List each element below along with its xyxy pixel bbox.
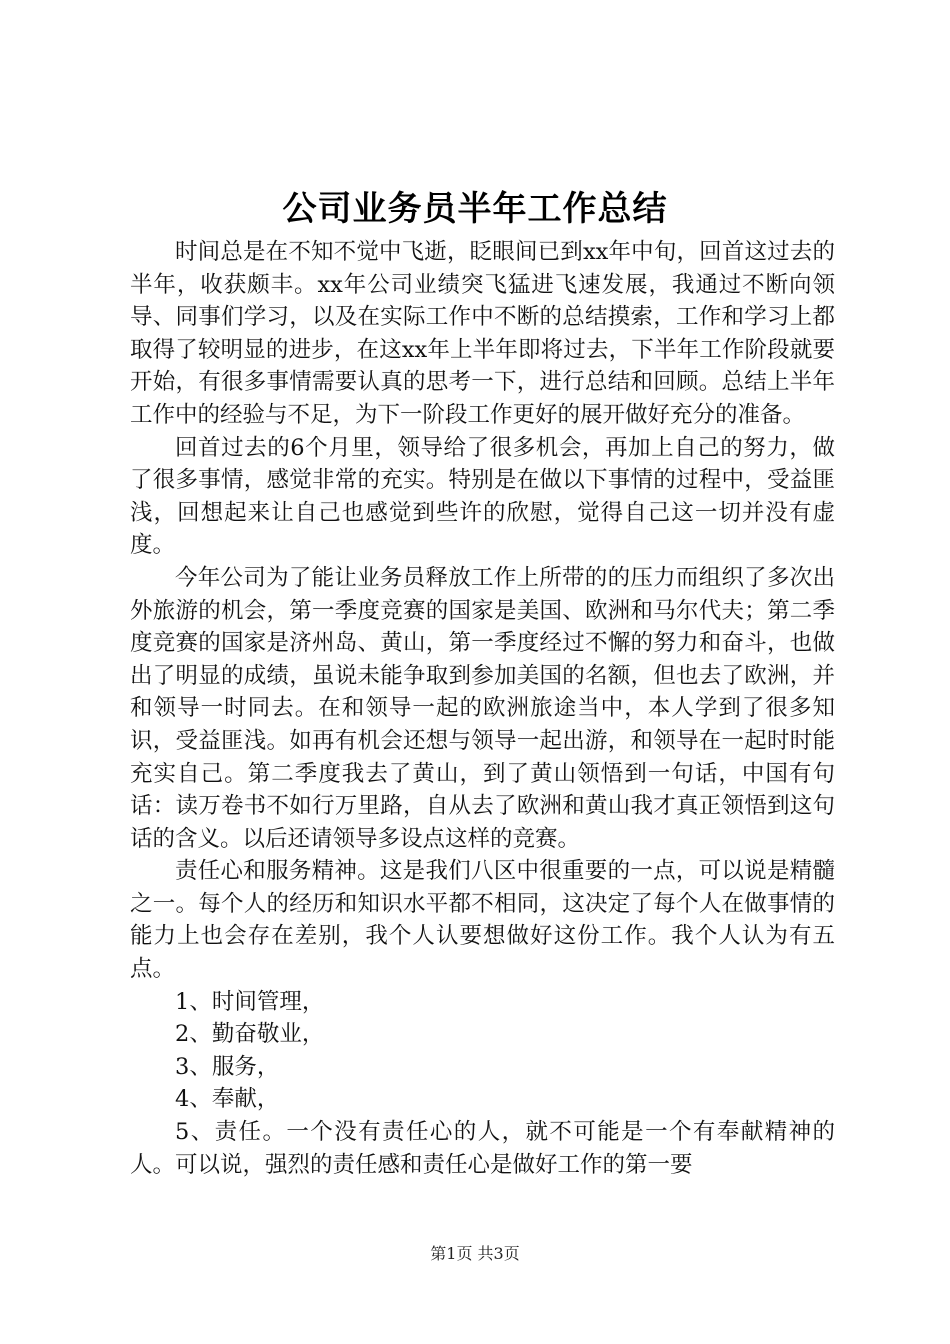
paragraph-review: 回首过去的6个月里，领导给了很多机会，再加上自己的努力，做了很多事情，感觉非常的充实。特别是在做以下事情的过程中，受益匪浅，回想起来让自己也感觉到些许的欣慰，觉得自己这一切并没有虚度。 <box>130 434 835 559</box>
list-item-dedication: 4、奉献， <box>175 1086 280 1113</box>
list-item-service: 3、服务， <box>175 1053 280 1080</box>
list-item-responsibility: 5、责任。一个没有责任心的人，就不可能是一个有奉献精神的人。可以说，强烈的责任感和责任心是做好工作的第一要 <box>130 1119 835 1178</box>
page-footer: 第1页 共3页 <box>430 1244 520 1263</box>
paragraph-travel: 今年公司为了能让业务员释放工作上所带的的压力而组织了多次出外旅游的机会，第一季度竞赛的国家是美国、欧洲和马尔代夫；第二季度竞赛的国家是济州岛、黄山，第一季度经过不懈的努力和奋斗，也做出了明显的成绩，虽说未能争取到参加美国的名额，但也去了欧洲，并和领导一时同去。在和领导一起的欧洲旅途当中，本人学到了很多知识，受益匪浅。如再有机会还想与领导一起出游，和领导在一起时时能充实自己。第二季度我去了黄山，到了黄山领悟到一句话，中国有句话：读万卷书不如行万里路，自从去了欧洲和黄山我才真正领悟到这句话的含义。以后还请领导多设点这样的竞赛。 <box>130 564 835 852</box>
paragraph-intro: 时间总是在不知不觉中飞逝，眨眼间已到xx年中旬，回首这过去的半年，收获颇丰。xx年公司业绩突飞猛进飞速发展，我通过不断向领导、同事们学习，以及在实际工作中不断的总结摸索，工作和学习上都取得了较明显的进步，在这xx年上半年即将过去，下半年工作阶段就要开始，有很多事情需要认真的思考一下，进行总结和回顾。总结上半年工作中的经验与不足，为下一阶段工作更好的展开做好充分的准备。 <box>130 239 835 428</box>
list-item-time-management: 1、时间管理， <box>175 988 325 1015</box>
document-title: 公司业务员半年工作总结 <box>282 189 668 229</box>
paragraph-responsibility: 责任心和服务精神。这是我们八区中很重要的一点，可以说是精髓之一。每个人的经历和知识水平都不相同，这决定了每个人在做事情的能力上也会存在差别，我个人认要想做好这份工作。我个人认为有五点。 <box>130 858 835 983</box>
document-body <box>130 236 835 1181</box>
list-item-diligence: 2、勤奋敬业， <box>175 1021 325 1048</box>
